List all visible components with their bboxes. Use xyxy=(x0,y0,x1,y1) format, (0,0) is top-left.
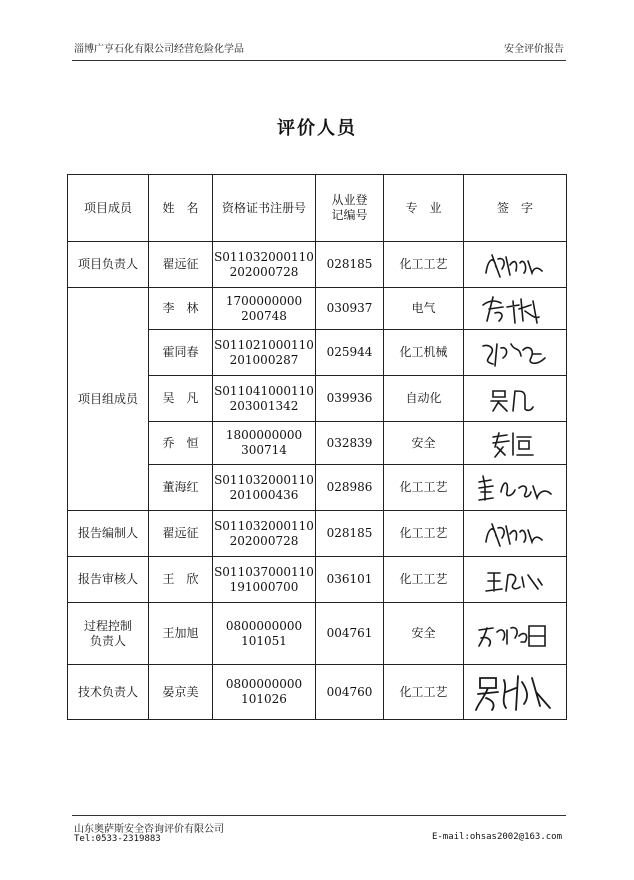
signature-cell xyxy=(464,376,567,422)
reg-cell: 039936 xyxy=(316,376,384,422)
col-header-name: 姓 名 xyxy=(149,175,213,242)
cert-line: S011032000110 xyxy=(214,518,314,533)
cert-cell xyxy=(213,288,316,330)
signature-image xyxy=(480,565,550,595)
page-header xyxy=(72,40,566,61)
table-row xyxy=(68,288,567,330)
name-cell: 吴 凡 xyxy=(149,376,213,422)
reg-cell: 028185 xyxy=(316,242,384,288)
cert-line: 191000700 xyxy=(229,579,299,594)
role-cell: 报告编制人 xyxy=(68,511,149,557)
reg-cell: 032839 xyxy=(316,422,384,465)
signature-image xyxy=(485,383,545,415)
col-header-member: 项目成员 xyxy=(68,175,149,242)
signature-image xyxy=(473,472,557,504)
signature-cell xyxy=(464,603,567,665)
signature-image xyxy=(473,616,557,652)
cert-line: 0800000000 xyxy=(225,618,303,633)
cert-line: 1700000000 xyxy=(225,293,303,308)
col-header-reg-text: 从业登记编号 xyxy=(331,193,368,222)
reg-cell: 036101 xyxy=(316,557,384,603)
major-cell: 化工工艺 xyxy=(384,511,464,557)
reg-cell: 028185 xyxy=(316,511,384,557)
name-cell: 霍同春 xyxy=(149,330,213,376)
cert-cell xyxy=(213,376,316,422)
cert-line: 101051 xyxy=(241,633,287,648)
cert-line: S011041000110 xyxy=(214,383,314,398)
cert-cell xyxy=(213,665,316,720)
signature-image xyxy=(475,291,555,327)
signature-image xyxy=(485,427,545,459)
signature-cell xyxy=(464,242,567,288)
signature-image xyxy=(480,518,550,550)
table-header-row xyxy=(68,175,567,242)
cert-line: 0800000000 xyxy=(225,677,303,691)
table-row xyxy=(68,603,567,665)
cert-cell xyxy=(213,465,316,511)
role-cell: 项目负责人 xyxy=(68,242,149,288)
signature-cell xyxy=(464,288,567,330)
cert-line: 202000728 xyxy=(229,264,299,279)
cert-line: 202000728 xyxy=(229,533,299,548)
signature-image xyxy=(470,670,560,714)
signature-cell xyxy=(464,557,567,603)
major-cell: 自动化 xyxy=(384,376,464,422)
major-cell: 化工工艺 xyxy=(384,557,464,603)
major-cell: 安全 xyxy=(384,422,464,465)
col-header-signature: 签 字 xyxy=(464,175,567,242)
cert-line: 1800000000 xyxy=(225,428,303,442)
cert-cell xyxy=(213,603,316,665)
signature-cell xyxy=(464,511,567,557)
cert-line: 200748 xyxy=(241,308,287,323)
reg-cell: 004760 xyxy=(316,665,384,720)
role-cell: 项目组成员 xyxy=(68,288,149,511)
name-cell: 晏京美 xyxy=(149,665,213,720)
major-cell: 电气 xyxy=(384,288,464,330)
cert-line: S011021000110 xyxy=(214,337,314,352)
cert-cell xyxy=(213,330,316,376)
role-cell: 技术负责人 xyxy=(68,665,149,720)
cert-cell xyxy=(213,242,316,288)
signature-image xyxy=(480,249,550,281)
reg-cell: 025944 xyxy=(316,330,384,376)
footer-email: E-mail:ohsas2002@163.com xyxy=(431,832,562,842)
major-cell: 化工机械 xyxy=(384,330,464,376)
footer-telephone: Tel:0533-2319883 xyxy=(74,834,161,844)
cert-line: 300714 xyxy=(241,443,287,457)
name-cell: 王加旭 xyxy=(149,603,213,665)
role-text: 过程控制负责人 xyxy=(83,618,132,648)
col-header-reg xyxy=(316,175,384,242)
cert-line: S011037000110 xyxy=(214,564,314,579)
table-row xyxy=(68,511,567,557)
reg-cell: 028986 xyxy=(316,465,384,511)
signature-cell xyxy=(464,422,567,465)
personnel-table xyxy=(67,174,567,720)
cert-cell xyxy=(213,422,316,465)
signature-cell xyxy=(464,330,567,376)
cert-line: 201000436 xyxy=(229,487,299,502)
signature-image xyxy=(475,336,555,370)
name-cell: 乔 恒 xyxy=(149,422,213,465)
cert-line: S011032000110 xyxy=(214,249,314,264)
major-cell: 化工工艺 xyxy=(384,465,464,511)
cert-line: 203001342 xyxy=(229,398,299,413)
table-row xyxy=(68,665,567,720)
role-cell xyxy=(68,603,149,665)
table-row xyxy=(68,242,567,288)
cert-line: 101026 xyxy=(241,692,287,706)
footer-company: 山东奥萨斯安全咨询评价有限公司 xyxy=(74,824,224,835)
name-cell: 董海红 xyxy=(149,465,213,511)
reg-cell: 004761 xyxy=(316,603,384,665)
reg-cell: 030937 xyxy=(316,288,384,330)
col-header-cert: 资格证书注册号 xyxy=(213,175,316,242)
signature-cell xyxy=(464,665,567,720)
signature-cell xyxy=(464,465,567,511)
major-cell: 化工工艺 xyxy=(384,665,464,720)
cert-cell xyxy=(213,557,316,603)
major-cell: 化工工艺 xyxy=(384,242,464,288)
name-cell: 翟远征 xyxy=(149,511,213,557)
table-row xyxy=(68,557,567,603)
role-cell: 报告审核人 xyxy=(68,557,149,603)
page-title: 评价人员 xyxy=(277,118,357,139)
name-cell: 翟远征 xyxy=(149,242,213,288)
cert-line: 201000287 xyxy=(229,352,299,367)
name-cell: 李 林 xyxy=(149,288,213,330)
name-cell: 王 欣 xyxy=(149,557,213,603)
col-header-major: 专 业 xyxy=(384,175,464,242)
page-footer xyxy=(72,815,566,844)
major-cell: 安全 xyxy=(384,603,464,665)
header-company-title: 淄博广亨石化有限公司经营危险化学品 xyxy=(74,44,244,55)
header-report-title: 安全评价报告 xyxy=(504,44,564,55)
cert-cell xyxy=(213,511,316,557)
cert-line: S011032000110 xyxy=(214,472,314,487)
